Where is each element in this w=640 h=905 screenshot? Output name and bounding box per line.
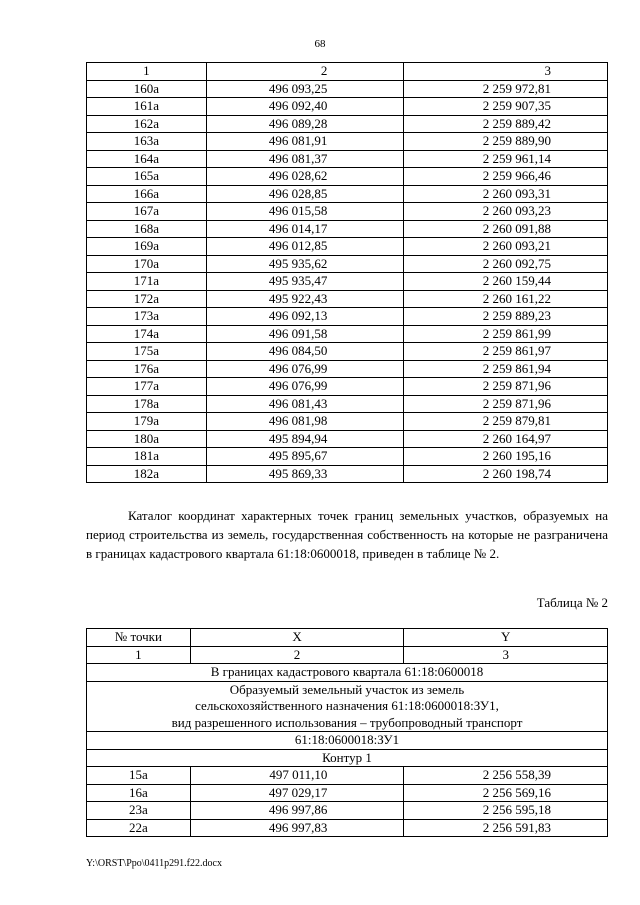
subheader-2: 2 [190, 646, 404, 664]
table-cell: 496 081,98 [206, 413, 404, 431]
table-row [87, 395, 608, 413]
table-row [87, 465, 608, 483]
table-cell: 175а [87, 343, 207, 361]
table-cell: 496 089,28 [206, 115, 404, 133]
table-cell: 496 076,99 [206, 378, 404, 396]
table-cell: 496 012,85 [206, 238, 404, 256]
table-cell: 2 259 871,96 [404, 378, 608, 396]
table-cell: 2 259 907,35 [404, 98, 608, 116]
table-cell: 2 259 861,99 [404, 325, 608, 343]
plot-line-3: вид разрешенного использования – трубопроводный транспорт [171, 714, 523, 730]
table1-header-row [87, 63, 608, 81]
plot-description-row [87, 681, 608, 732]
table-cell: 2 259 879,81 [404, 413, 608, 431]
table-row [87, 767, 608, 785]
table-cell: 166а [87, 185, 207, 203]
table-row [87, 133, 608, 151]
table-2-label: Таблица № 2 [536, 595, 608, 610]
table-cell: 1 [87, 63, 207, 81]
plot-line-2: сельскохозяйственного назначения 61:18:0600018:ЗУ1, [195, 698, 499, 713]
table-row [87, 819, 608, 837]
table-cell: 169а [87, 238, 207, 256]
table2-subheader-row [87, 646, 608, 664]
table-cell: 180а [87, 430, 207, 448]
plot-line-1: Образуемый земельный участок из земель [229, 681, 465, 697]
plot-id-cell: 61:18:0600018:ЗУ1 [87, 732, 608, 750]
table-row [87, 430, 608, 448]
table-cell: 172а [87, 290, 207, 308]
table-cell: 164а [87, 150, 207, 168]
header-y: Y [404, 629, 608, 647]
table-cell: 161а [87, 98, 207, 116]
quarter-cell: В границах кадастрового квартала 61:18:0600018 [87, 664, 608, 682]
table-cell: 2 256 591,83 [404, 819, 608, 837]
table-cell: 496 092,13 [206, 308, 404, 326]
table-cell: 495 869,33 [206, 465, 404, 483]
table-cell: 495 922,43 [206, 290, 404, 308]
table-cell: 2 260 092,75 [404, 255, 608, 273]
table-cell: 496 014,17 [206, 220, 404, 238]
table-row [87, 185, 608, 203]
table-row [87, 115, 608, 133]
table-row [87, 98, 608, 116]
table-row [87, 168, 608, 186]
table-cell: 2 259 889,90 [404, 133, 608, 151]
header-point-number: № точки [87, 629, 191, 647]
plot-id-row [87, 732, 608, 750]
file-path-footer: Y:\ORST\Ppo\0411p291.f22.docx [86, 858, 222, 869]
table-cell: 2 260 093,31 [404, 185, 608, 203]
table-cell: 173а [87, 308, 207, 326]
table-cell: 496 091,58 [206, 325, 404, 343]
table-cell: 496 015,58 [206, 203, 404, 221]
table-cell: 174а [87, 325, 207, 343]
table-cell: 2 259 889,23 [404, 308, 608, 326]
table-cell: 2 259 966,46 [404, 168, 608, 186]
table-row [87, 308, 608, 326]
table-cell: 2 256 569,16 [404, 784, 608, 802]
table-cell: 2 260 159,44 [404, 273, 608, 291]
table-row [87, 448, 608, 466]
table-cell: 496 081,43 [206, 395, 404, 413]
table-cell: 496 028,62 [206, 168, 404, 186]
table-cell: 496 084,50 [206, 343, 404, 361]
table-cell: 496 081,91 [206, 133, 404, 151]
table-cell: 495 895,67 [206, 448, 404, 466]
table-cell: 2 [206, 63, 404, 81]
table-cell: 182а [87, 465, 207, 483]
table-cell: 2 256 595,18 [404, 802, 608, 820]
table-row [87, 802, 608, 820]
table-cell: 2 260 091,88 [404, 220, 608, 238]
quarter-row [87, 664, 608, 682]
table-cell: 2 260 093,23 [404, 203, 608, 221]
table-row [87, 80, 608, 98]
table-cell: 2 260 198,74 [404, 465, 608, 483]
header-x: X [190, 629, 404, 647]
table2-header-row [87, 629, 608, 647]
table-cell: 2 260 161,22 [404, 290, 608, 308]
table-row [87, 360, 608, 378]
table-cell: 165а [87, 168, 207, 186]
contour-row [87, 749, 608, 767]
catalog-paragraph: Каталог координат характерных точек границ земельных участков, образуемых на период строительства из земель, государственная собственность на которые не разграничена в границах кадастрового квартала 61:18:0600018, приведен в таблице № 2. [86, 508, 608, 561]
table-row [87, 378, 608, 396]
table-row [87, 325, 608, 343]
table-row [87, 220, 608, 238]
table-cell: 23а [87, 802, 191, 820]
table-cell: 171а [87, 273, 207, 291]
contour-cell: Контур 1 [87, 749, 608, 767]
table-cell: 16а [87, 784, 191, 802]
table-cell: 162а [87, 115, 207, 133]
table-cell: 496 997,83 [190, 819, 404, 837]
table-cell: 2 260 093,21 [404, 238, 608, 256]
table-cell: 2 259 961,14 [404, 150, 608, 168]
table-cell: 2 259 972,81 [404, 80, 608, 98]
table-cell: 179а [87, 413, 207, 431]
table-cell: 496 092,40 [206, 98, 404, 116]
page-number: 68 [314, 38, 326, 50]
table-cell: 497 029,17 [190, 784, 404, 802]
table-cell: 495 935,62 [206, 255, 404, 273]
subheader-1: 1 [87, 646, 191, 664]
table-row [87, 273, 608, 291]
table-cell: 495 935,47 [206, 273, 404, 291]
table-cell: 177а [87, 378, 207, 396]
table-cell: 496 028,85 [206, 185, 404, 203]
plot-description-cell [87, 681, 608, 732]
table-cell: 2 259 861,97 [404, 343, 608, 361]
table-cell: 497 011,10 [190, 767, 404, 785]
table-cell: 3 [404, 63, 608, 81]
table-cell: 168а [87, 220, 207, 238]
table-cell: 495 894,94 [206, 430, 404, 448]
table-cell: 178а [87, 395, 207, 413]
table-row [87, 150, 608, 168]
table-cell: 167а [87, 203, 207, 221]
table-row [87, 238, 608, 256]
table-cell: 2 260 195,16 [404, 448, 608, 466]
table-cell: 2 259 889,42 [404, 115, 608, 133]
table-cell: 15а [87, 767, 191, 785]
table-cell: 496 076,99 [206, 360, 404, 378]
table-cell: 2 256 558,39 [404, 767, 608, 785]
table-row [87, 413, 608, 431]
coordinates-table-1 [86, 62, 608, 483]
table-cell: 496 093,25 [206, 80, 404, 98]
table-cell: 496 997,86 [190, 802, 404, 820]
table-row [87, 343, 608, 361]
table-cell: 2 260 164,97 [404, 430, 608, 448]
table-cell: 496 081,37 [206, 150, 404, 168]
table-cell: 163а [87, 133, 207, 151]
table-cell: 22а [87, 819, 191, 837]
table-row [87, 290, 608, 308]
table-row [87, 203, 608, 221]
table-cell: 176а [87, 360, 207, 378]
table-cell: 2 259 861,94 [404, 360, 608, 378]
subheader-3: 3 [404, 646, 608, 664]
table-row [87, 255, 608, 273]
table-cell: 170а [87, 255, 207, 273]
table-cell: 181а [87, 448, 207, 466]
table-cell: 2 259 871,96 [404, 395, 608, 413]
table-cell: 160а [87, 80, 207, 98]
table-row [87, 784, 608, 802]
coordinates-table-2 [86, 628, 608, 837]
